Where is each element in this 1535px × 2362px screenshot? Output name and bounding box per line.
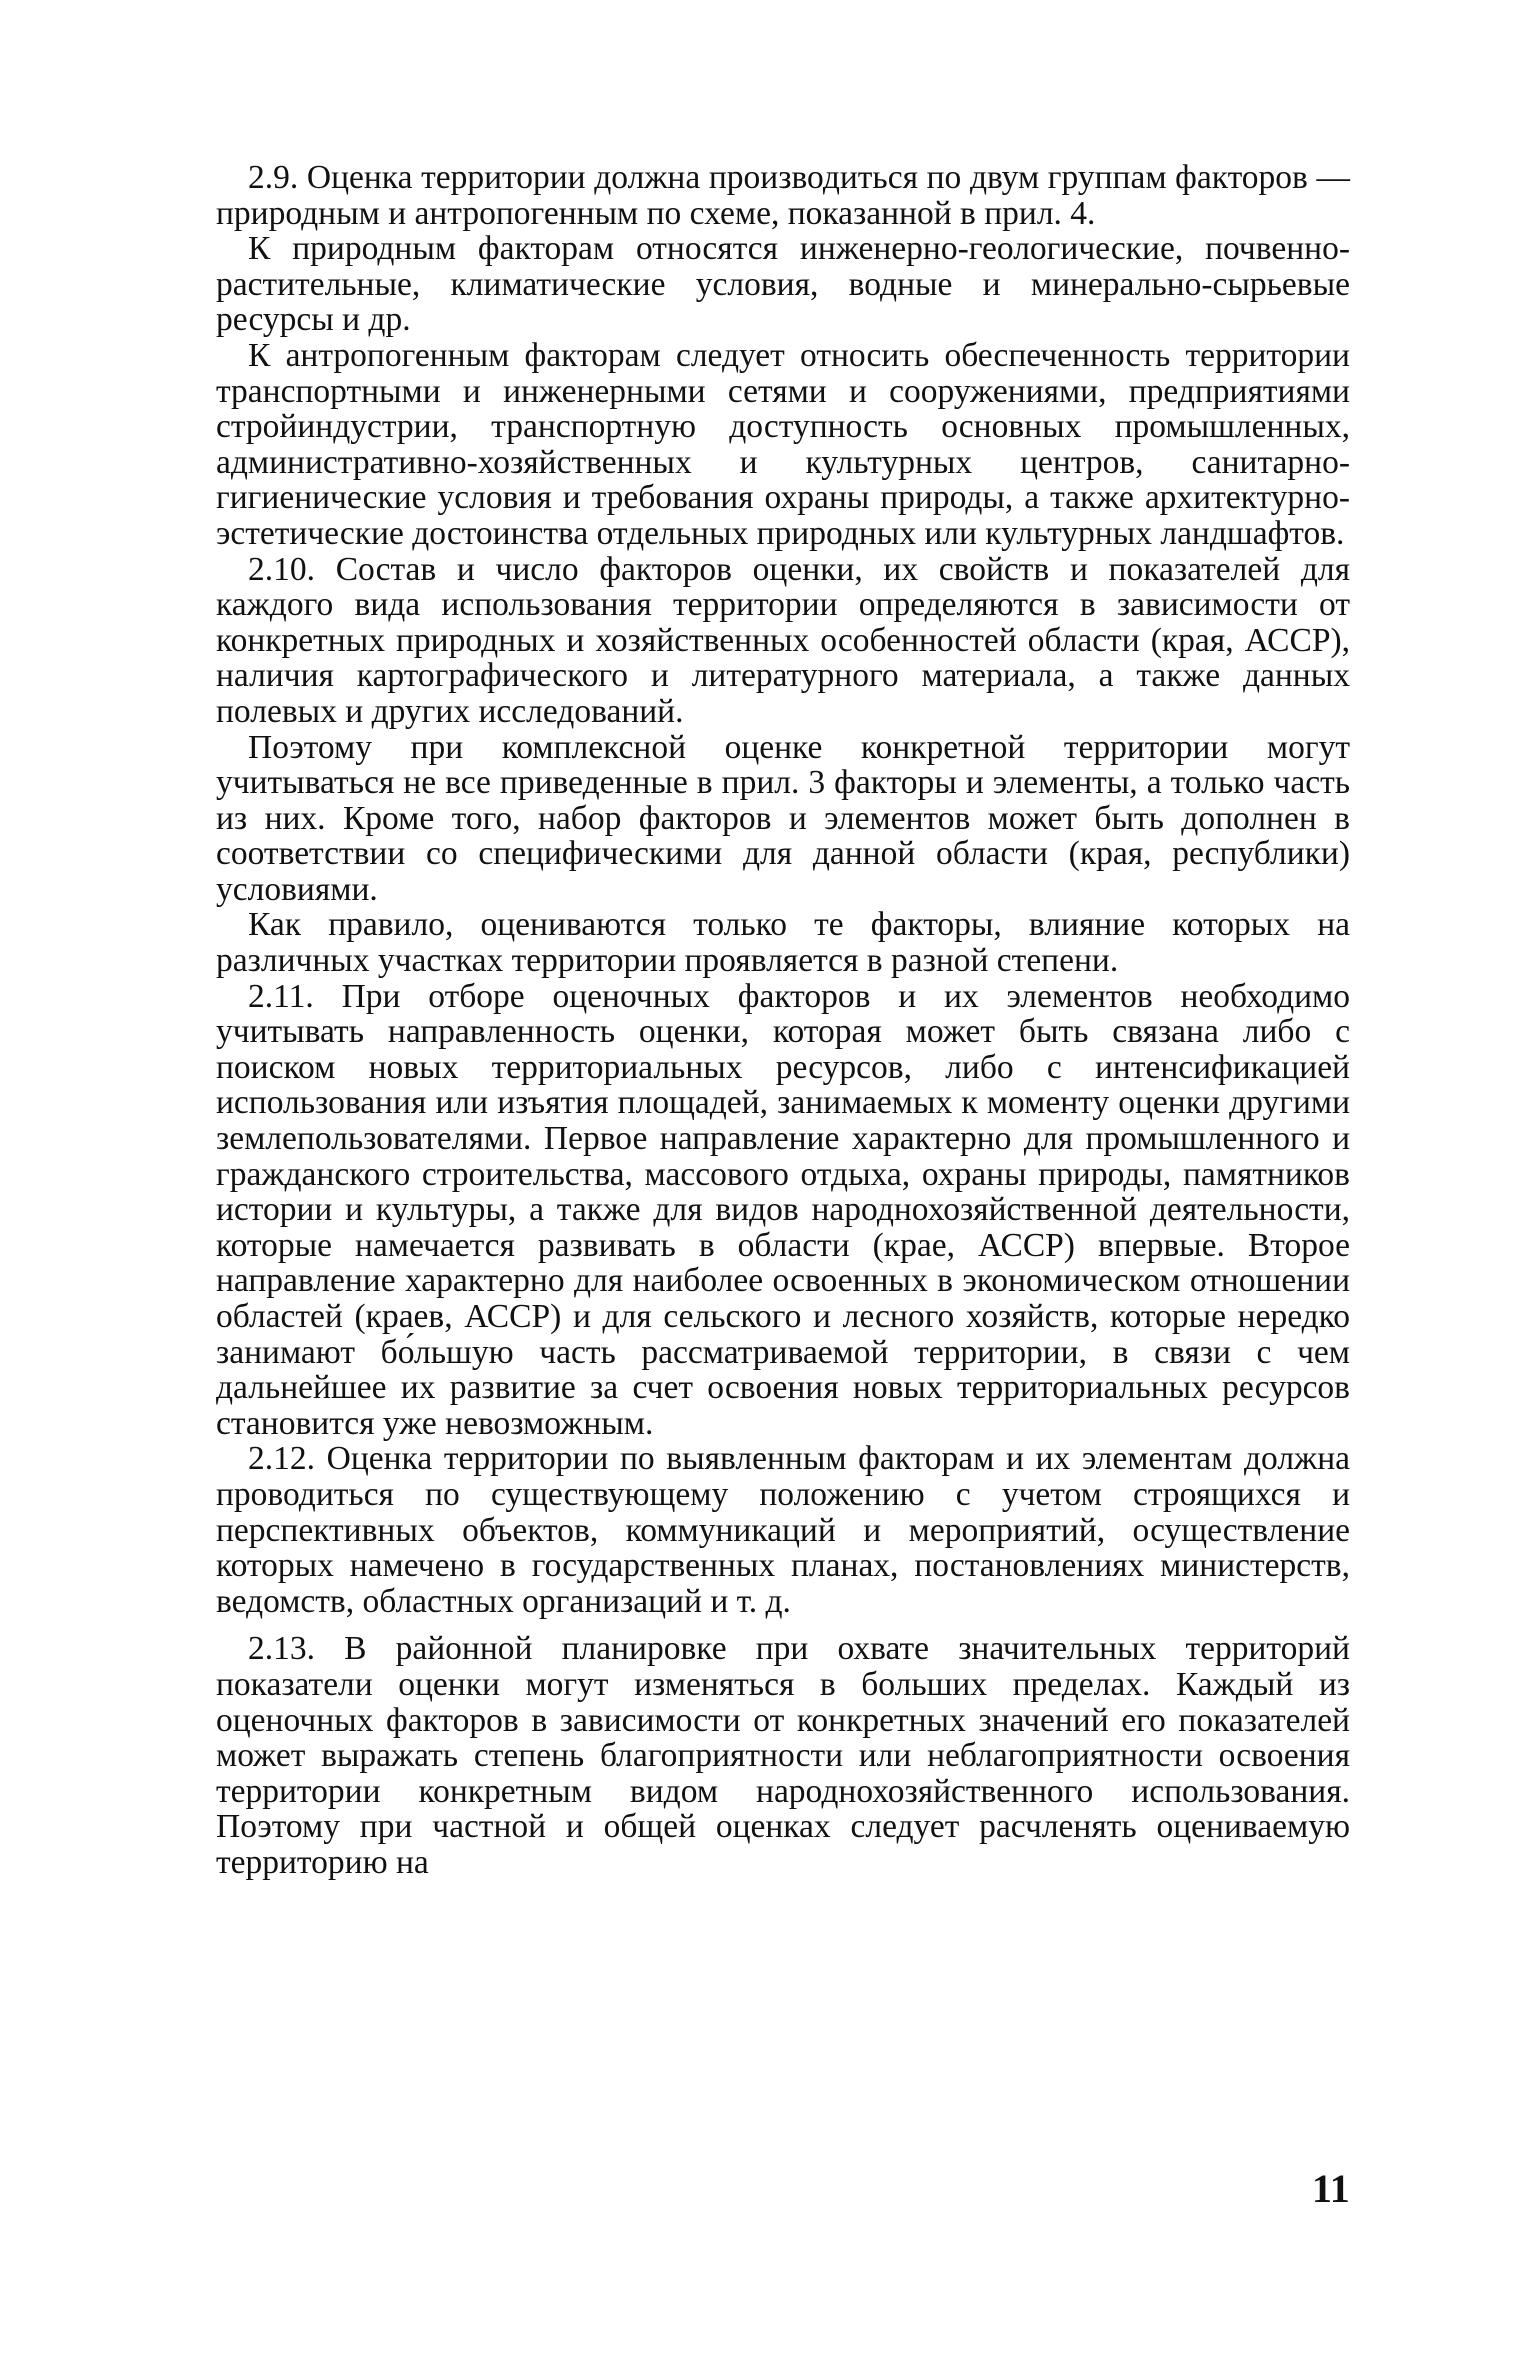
- page-body: [216, 160, 1350, 1881]
- paragraph-2-12: 2.12. Оценка территории по выявленным факторам и их элементам должна проводиться по существующему положению с учетом строящихся и перспективных объектов, коммуникаций и мероприятий, осуществление которых намечено в государственных планах, постановлениях министерств, ведомств, областных организаций и т. д.: [216, 1440, 1350, 1620]
- paragraph-anthropogenic-factors: К антропогенным факторам следует относить обеспеченность территории транспортными и инженерными сетями и сооружениями, предприятиями стройиндустрии, транспортную доступность основных промышленных, административно-хозяйственных и культурных центров, санитарно-гигиенические условия и требования охраны природы, а также архитектурно-эстетические достоинства отдельных природных или культурных ландшафтов.: [216, 336, 1350, 552]
- paragraph-2-13: 2.13. В районной планировке при охвате значительных территорий показатели оценки могут изменяться в больших пределах. Каждый из оценочных факторов в зависимости от конкретных значений его показателей может выражать степень благоприятности или неблагоприятности освоения территории конкретным видом народнохозяйственного использования. Поэтому при частной и общей оценках следует расчленять оцениваемую территорию на: [216, 1630, 1350, 1881]
- paragraph-2-10: 2.10. Состав и число факторов оценки, их свойств и показателей для каждого вида использования территории определяются в зависимости от конкретных природных и хозяйственных особенностей области (края, АССР), наличия картографического и литературного материала, а также данных полевых и других исследований.: [216, 550, 1350, 730]
- paragraph-2-11: 2.11. При отборе оценочных факторов и их элементов необходимо учитывать направленность оценки, которая может быть связана либо с поиском новых территориальных ресурсов, либо с интенсификацией использования или изъятия площадей, занимаемых к моменту оценки другими землепользователями. Первое направление характерно для промышленного и гражданского строительства, массового отдыха, охраны природы, памятников истории и культуры, а также для видов народнохозяйственной деятельности, которые намечается развивать в области (крае, АССР) впервые. Второе направление характерно для наиболее освоенных в экономическом отношении областей (краев, АССР) и для сельского и лесного хозяйств, которые нередко занимают бо́льшую часть рассматриваемой территории, в связи с чем дальнейшее их развитие за счет освоения новых территориальных ресурсов становится уже невозможным.: [216, 977, 1350, 1442]
- paragraph-complex-assessment: Поэтому при комплексной оценке конкретной территории могут учитываться не все приведенные в прил. 3 факторы и элементы, а только часть из них. Кроме того, набор факторов и элементов может быть дополнен в соответствии со специфическими для данной области (края, республики) условиями.: [216, 728, 1350, 908]
- paragraph-natural-factors: К природным факторам относятся инженерно-геологические, почвенно-растительные, климатические условия, водные и минерально-сырьевые ресурсы и др.: [216, 230, 1350, 339]
- paragraph-2-9: 2.9. Оценка территории должна производиться по двум группам факторов — природным и антропогенным по схеме, показанной в прил. 4.: [216, 159, 1350, 232]
- paragraph-as-a-rule: Как правило, оцениваются только те факторы, влияние которых на различных участках территории проявляется в разной степени.: [216, 906, 1350, 980]
- page-number: 11: [1312, 2166, 1350, 2211]
